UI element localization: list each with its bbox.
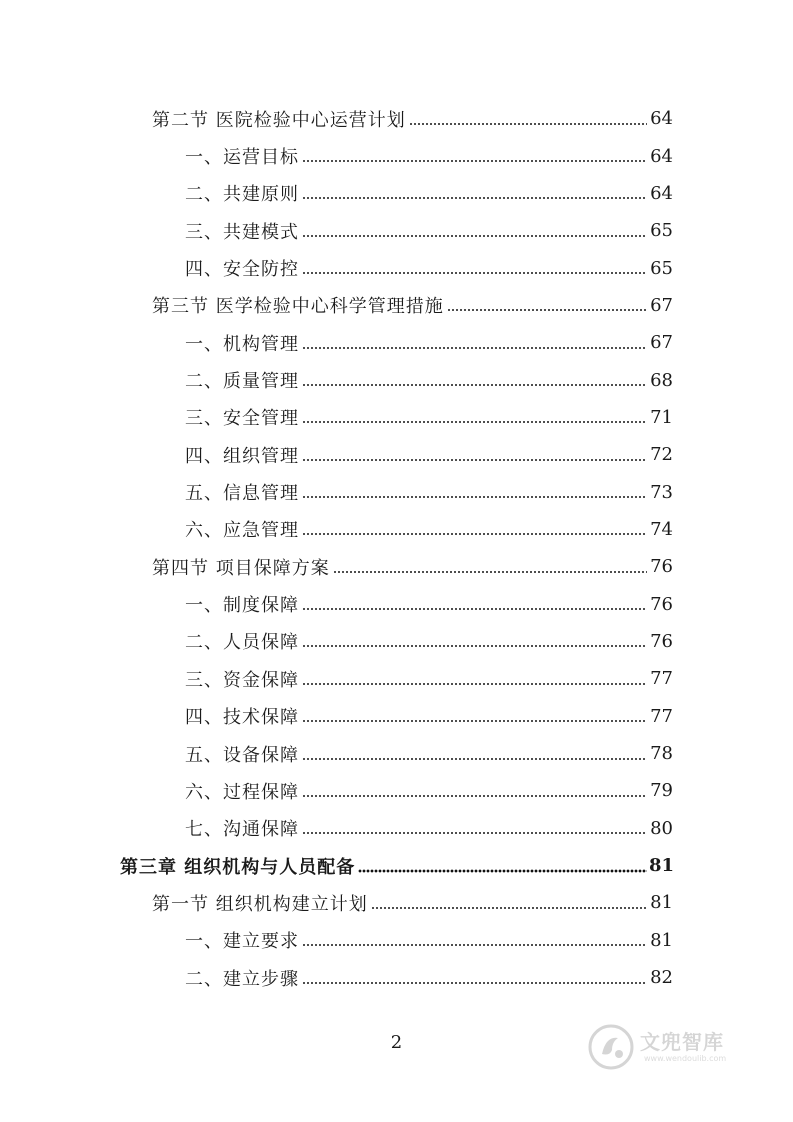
toc-entry-label: 一、机构管理 bbox=[185, 333, 299, 355]
toc-entry-label: 一、制度保障 bbox=[185, 595, 299, 617]
toc-entry-label: 五、设备保障 bbox=[185, 744, 299, 766]
toc-entry-page: 64 bbox=[650, 145, 673, 167]
toc-entry[interactable] bbox=[0, 585, 793, 622]
toc-entry[interactable] bbox=[0, 548, 793, 585]
toc-entry[interactable] bbox=[0, 175, 793, 212]
toc-dot-leader bbox=[409, 122, 647, 126]
toc-entry-label: 一、运营目标 bbox=[185, 147, 299, 169]
toc-dot-leader bbox=[302, 495, 647, 499]
toc-entry-page: 73 bbox=[650, 481, 673, 503]
toc-entry-page: 72 bbox=[650, 444, 673, 466]
toc-entry[interactable] bbox=[0, 884, 793, 921]
toc-entry[interactable] bbox=[0, 361, 793, 398]
toc-dot-leader bbox=[302, 271, 647, 275]
toc-entry[interactable] bbox=[0, 287, 793, 324]
toc-entry-page: 76 bbox=[650, 556, 673, 578]
toc-dot-leader bbox=[302, 420, 647, 424]
toc-entry-page: 81 bbox=[650, 892, 673, 914]
toc-dot-leader bbox=[302, 458, 647, 462]
wendou-logo-icon bbox=[588, 1024, 634, 1070]
toc-entry-label: 六、应急管理 bbox=[185, 520, 299, 542]
toc-entry-label: 第三章 组织机构与人员配备 bbox=[120, 856, 356, 878]
toc-entry[interactable] bbox=[0, 772, 793, 809]
toc-dot-leader bbox=[302, 719, 647, 723]
toc-entry-page: 76 bbox=[650, 593, 673, 615]
toc-entry[interactable] bbox=[0, 399, 793, 436]
toc-dot-leader bbox=[302, 607, 647, 611]
toc-dot-leader bbox=[302, 234, 647, 238]
toc-entry-label: 二、质量管理 bbox=[185, 371, 299, 393]
toc-entry-label: 第四节 项目保障方案 bbox=[152, 557, 330, 579]
toc-entry-page: 65 bbox=[650, 220, 673, 242]
toc-entry-label: 三、安全管理 bbox=[185, 408, 299, 430]
toc-entry-page: 80 bbox=[650, 817, 673, 839]
toc-entry-label: 二、共建原则 bbox=[185, 184, 299, 206]
toc-entry-page: 68 bbox=[650, 369, 673, 391]
toc-entry-label: 四、技术保障 bbox=[185, 707, 299, 729]
watermark bbox=[588, 1022, 748, 1076]
toc-entry[interactable] bbox=[0, 959, 793, 996]
toc-dot-leader bbox=[302, 346, 647, 350]
toc-dot-leader bbox=[333, 570, 647, 574]
page-number: 2 bbox=[390, 1032, 403, 1053]
toc-dot-leader bbox=[302, 159, 647, 163]
toc-entry-label: 四、安全防控 bbox=[185, 259, 299, 281]
toc-entry[interactable] bbox=[0, 249, 793, 286]
toc-dot-leader bbox=[302, 943, 647, 947]
toc-entry-label: 七、沟通保障 bbox=[185, 819, 299, 841]
toc-entry[interactable] bbox=[0, 473, 793, 510]
toc-entry-page: 76 bbox=[650, 630, 673, 652]
toc-entry[interactable] bbox=[0, 660, 793, 697]
toc-entry[interactable] bbox=[0, 922, 793, 959]
toc-dot-leader bbox=[302, 757, 647, 761]
toc-entry-label: 第三节 医学检验中心科学管理措施 bbox=[152, 296, 444, 318]
toc-entry-label: 一、建立要求 bbox=[185, 931, 299, 953]
toc-dot-leader bbox=[447, 308, 647, 312]
watermark-subtext: www.wendoulib.com bbox=[644, 1054, 727, 1063]
toc-entry[interactable] bbox=[0, 324, 793, 361]
toc-entry[interactable] bbox=[0, 100, 793, 137]
toc-entry-page: 67 bbox=[650, 332, 673, 354]
toc-entry-label: 四、组织管理 bbox=[185, 445, 299, 467]
toc-dot-leader bbox=[302, 383, 647, 387]
toc-dot-leader bbox=[302, 196, 647, 200]
toc-entry[interactable] bbox=[0, 623, 793, 660]
toc-entry-page: 79 bbox=[650, 780, 673, 802]
toc-entry[interactable] bbox=[0, 847, 793, 884]
table-of-contents bbox=[0, 100, 793, 996]
toc-entry-page: 81 bbox=[650, 929, 673, 951]
toc-entry-label: 五、信息管理 bbox=[185, 483, 299, 505]
toc-entry-page: 77 bbox=[650, 668, 673, 690]
toc-entry-label: 六、过程保障 bbox=[185, 781, 299, 803]
toc-entry-page: 81 bbox=[649, 855, 675, 877]
toc-dot-leader bbox=[302, 794, 647, 798]
toc-dot-leader bbox=[302, 532, 647, 536]
toc-entry[interactable] bbox=[0, 735, 793, 772]
toc-entry-label: 三、共建模式 bbox=[185, 221, 299, 243]
watermark-text: 文兜智库 bbox=[640, 1030, 724, 1054]
toc-entry[interactable] bbox=[0, 436, 793, 473]
toc-entry-label: 第一节 组织机构建立计划 bbox=[152, 893, 368, 915]
toc-entry[interactable] bbox=[0, 698, 793, 735]
toc-entry-page: 82 bbox=[650, 967, 673, 989]
toc-dot-leader bbox=[371, 906, 647, 910]
toc-dot-leader bbox=[302, 644, 647, 648]
toc-entry-page: 74 bbox=[650, 518, 673, 540]
toc-entry[interactable] bbox=[0, 511, 793, 548]
toc-entry[interactable] bbox=[0, 137, 793, 174]
toc-entry-page: 64 bbox=[650, 108, 673, 130]
toc-entry-label: 二、建立步骤 bbox=[185, 968, 299, 990]
toc-entry-page: 65 bbox=[650, 257, 673, 279]
toc-entry[interactable] bbox=[0, 212, 793, 249]
toc-entry-page: 77 bbox=[650, 705, 673, 727]
toc-entry-page: 67 bbox=[650, 294, 673, 316]
toc-dot-leader bbox=[302, 831, 647, 835]
toc-dot-leader bbox=[302, 682, 647, 686]
toc-dot-leader bbox=[302, 981, 647, 985]
toc-entry-page: 64 bbox=[650, 182, 673, 204]
toc-entry-label: 二、人员保障 bbox=[185, 632, 299, 654]
toc-entry-label: 三、资金保障 bbox=[185, 669, 299, 691]
toc-entry[interactable] bbox=[0, 810, 793, 847]
toc-entry-label: 第二节 医院检验中心运营计划 bbox=[152, 109, 406, 131]
toc-dot-leader bbox=[358, 869, 647, 873]
toc-entry-page: 71 bbox=[650, 406, 673, 428]
toc-entry-page: 78 bbox=[650, 743, 673, 765]
